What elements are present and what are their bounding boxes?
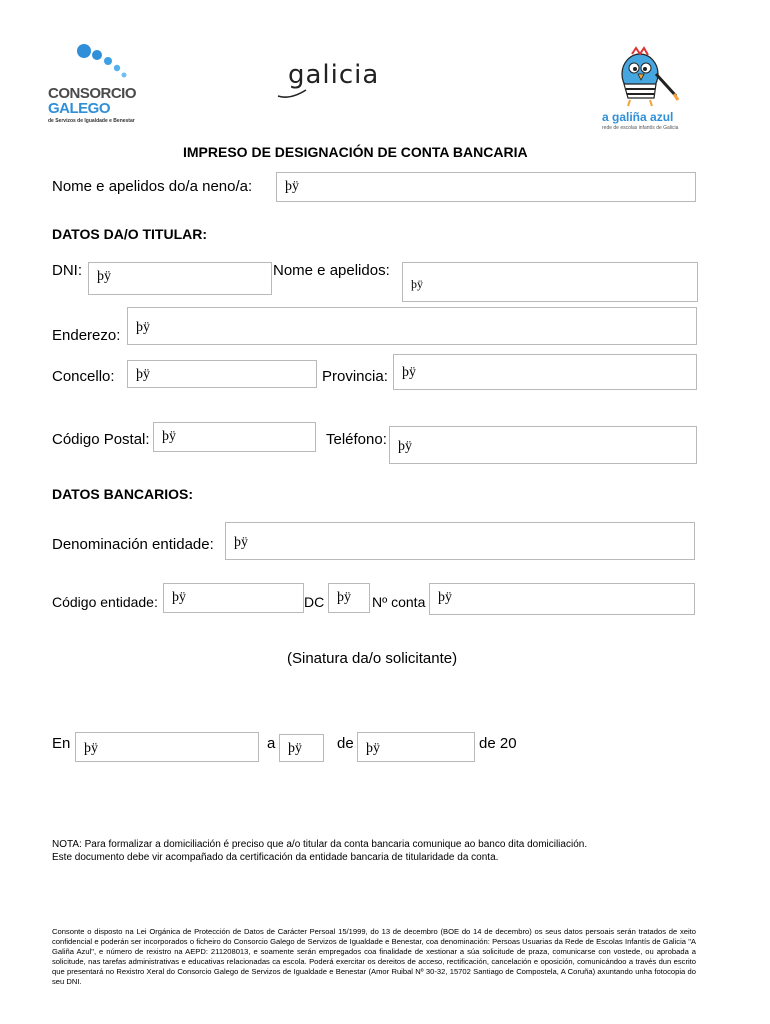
telefono-field[interactable] — [389, 426, 697, 464]
field-value: þÿ — [162, 429, 176, 444]
denominacion-field[interactable] — [225, 522, 695, 560]
nota-line2: Este documento debe vir acompañado da certificación da entidade bancaria de titularidade da conta. — [52, 852, 499, 863]
label-dc: DC — [304, 594, 325, 610]
field-value: þÿ — [285, 179, 299, 194]
field-value: þÿ — [288, 741, 302, 756]
section-datos-bancarios: DATOS BANCARIOS: — [52, 486, 194, 502]
galina-sub: rede de escolas infantís de Galicia — [602, 125, 679, 131]
nome-apelidos-field[interactable] — [402, 262, 698, 302]
label-provincia: Provincia: — [322, 368, 388, 385]
field-value: þÿ — [337, 590, 351, 605]
field-value: þÿ — [398, 439, 412, 454]
label-en: En — [52, 735, 71, 752]
consorcio-sub: de Servizos de Igualdade e Benestar — [48, 118, 135, 124]
galicia-logo — [276, 58, 396, 102]
galicia-wordmark: galicia — [288, 60, 380, 90]
consorcio-line2: GALEGO — [48, 100, 111, 117]
bird-icon — [604, 44, 684, 110]
consorcio-logo — [48, 42, 158, 127]
nota-line1: NOTA: Para formalizar a domiciliación é preciso que a/o titular da conta bancaria comunique ao banco dita domiciliación. — [52, 839, 588, 850]
field-value: þÿ — [234, 535, 248, 550]
field-value: þÿ — [136, 367, 150, 382]
label-nome-apelidos: Nome e apelidos: — [273, 262, 390, 279]
field-value: þÿ — [84, 741, 98, 756]
galina-title: a galiña azul — [602, 110, 674, 124]
label-nome-neno: Nome e apelidos do/a neno/a: — [52, 178, 253, 195]
galicia-swoosh-icon — [276, 84, 316, 100]
en-field[interactable] — [75, 732, 259, 762]
field-value: þÿ — [172, 590, 186, 605]
label-de-20: de 20 — [479, 735, 517, 752]
label-enderezo: Enderezo: — [52, 327, 121, 344]
field-value: þÿ — [438, 590, 452, 605]
dia-field[interactable] — [279, 734, 324, 762]
field-value: þÿ — [411, 277, 423, 291]
codigo-postal-field[interactable] — [153, 422, 316, 452]
privacy-footer: Consonte o disposto na Lei Orgánica de Protección de Datos de Carácter Persoal 15/1999, do 13 de decembro (BOE do 14 de decembro) os seus datos persoais serán tratados de xeito confidencial e poderán ser incorporados o ficheiro do Consorcio Galego de Servizos de Igualdade e Benestar, coa denominación: Persoas Usuarias da Rede de Escolas Infantís de Galicia "A Galiña Azul", e número de rexistro na AEPD: 211208013, e soamente serán empregados coa finalidade de xestionar a súa solicitude de praza, comunicarse con vostede, ou aprobada a solicitude, nas tarefas administrativas e educativas relacionadas ca escola. Poderá exercitar os dereitos de acceso, rectificación, cancelación e oposición, comunicándoo a través dun escrito que presentará no Rexistro Xeral do Consorcio Galego de Servizos de Igualdade e Benestar (Amor Ruibal Nº 30-32, 15702 Santiago de Compostela, A Coruña) axuntando unha fotocopia do seu DNI. — [52, 927, 696, 986]
label-de: de — [337, 735, 354, 752]
mes-field[interactable] — [357, 732, 475, 762]
no-conta-field[interactable] — [429, 583, 695, 615]
field-value: þÿ — [402, 365, 416, 380]
provincia-field[interactable] — [393, 354, 697, 390]
field-value: þÿ — [97, 269, 111, 284]
label-codigo-entidade: Código entidade: — [52, 594, 158, 610]
label-telefono: Teléfono: — [326, 431, 387, 448]
section-datos-titular: DATOS DA/O TITULAR: — [52, 226, 208, 242]
label-a: a — [267, 735, 276, 752]
galina-azul-logo — [594, 44, 694, 136]
label-dni: DNI: — [52, 262, 82, 279]
dc-field[interactable] — [328, 583, 370, 613]
consorcio-line1: CONSORCIO — [48, 85, 137, 102]
label-no-conta: Nº conta — [372, 594, 426, 610]
label-denominacion: Denominación entidade: — [52, 536, 214, 553]
concello-field[interactable] — [127, 360, 317, 388]
consorcio-dots-icon — [48, 42, 158, 87]
codigo-entidade-field[interactable] — [163, 583, 304, 613]
field-value: þÿ — [136, 320, 150, 335]
label-concello: Concello: — [52, 368, 115, 385]
dni-field[interactable] — [88, 262, 272, 295]
page-title: IMPRESO DE DESIGNACIÓN DE CONTA BANCARIA — [183, 144, 528, 160]
field-value: þÿ — [366, 741, 380, 756]
label-codigo-postal: Código Postal: — [52, 431, 150, 448]
sinatura-label: (Sinatura da/o solicitante) — [287, 650, 458, 667]
nome-neno-field[interactable] — [276, 172, 696, 202]
enderezo-field[interactable] — [127, 307, 697, 345]
